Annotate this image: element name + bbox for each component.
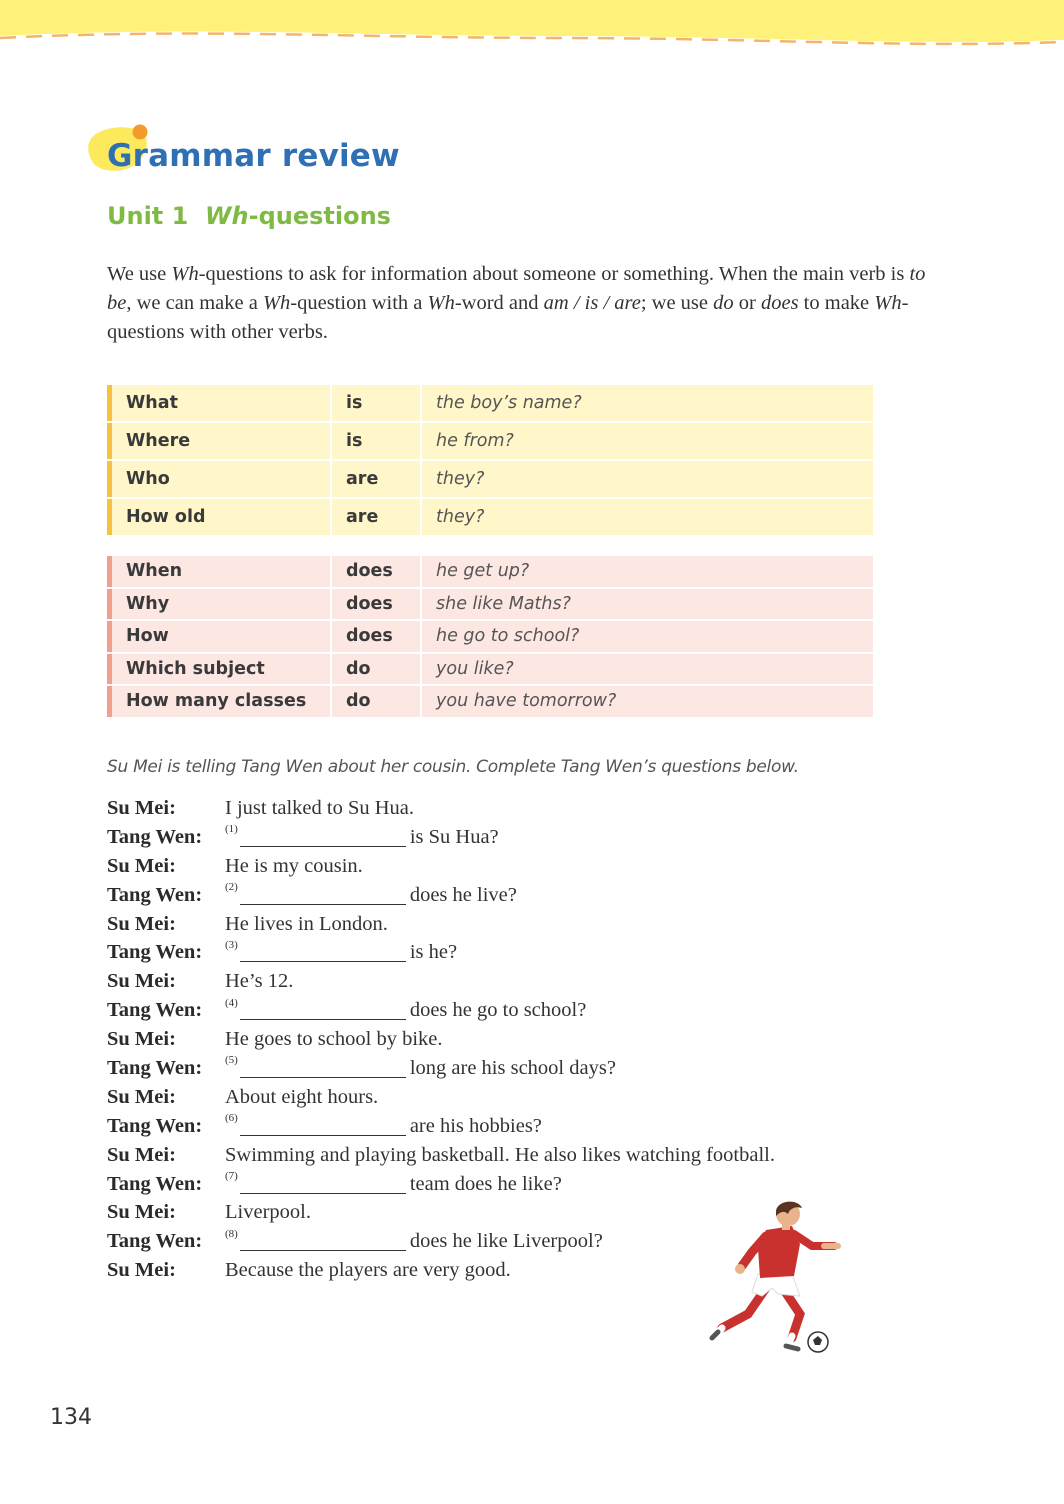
speaker-name: Tang Wen: bbox=[107, 825, 203, 848]
speaker-name: Su Mei: bbox=[107, 1201, 176, 1224]
speaker-name: Su Mei: bbox=[107, 854, 176, 877]
dialogue-line bbox=[107, 967, 827, 996]
answer-blank[interactable] bbox=[240, 1117, 406, 1136]
table-row bbox=[107, 686, 873, 717]
dialogue-line bbox=[107, 881, 827, 910]
answer-blank[interactable] bbox=[240, 828, 406, 847]
question-rest: he go to school? bbox=[420, 621, 873, 652]
verb: does bbox=[330, 589, 420, 620]
top-decorative-band bbox=[0, 0, 1064, 48]
speaker-name: Tang Wen: bbox=[107, 999, 203, 1022]
speaker-name: Su Mei: bbox=[107, 1028, 176, 1051]
dialogue-line bbox=[107, 823, 827, 852]
dialogue-text: He is my cousin. bbox=[225, 854, 363, 877]
speaker-name: Su Mei: bbox=[107, 1259, 176, 1282]
dialogue-line bbox=[107, 852, 827, 881]
dialogue-text: Swimming and playing basketball. He also likes watching football. bbox=[225, 1143, 775, 1166]
answer-blank[interactable] bbox=[240, 1232, 406, 1251]
speaker-name: Su Mei: bbox=[107, 1143, 176, 1166]
question-number: (5) bbox=[225, 1054, 238, 1067]
unit-wh: Wh bbox=[205, 202, 249, 230]
question-number: (2) bbox=[225, 881, 238, 894]
verb: is bbox=[330, 423, 420, 459]
question-rest: the boy’s name? bbox=[420, 385, 873, 421]
dialogue-text: Because the players are very good. bbox=[225, 1259, 511, 1282]
speaker-name: Tang Wen: bbox=[107, 1172, 203, 1195]
grammar-table-be bbox=[107, 383, 873, 537]
page-number: 134 bbox=[50, 1405, 92, 1430]
dialogue-line bbox=[107, 1083, 827, 1112]
wh-word: Who bbox=[107, 461, 330, 497]
dialogue-text: Liverpool. bbox=[225, 1201, 311, 1224]
speaker-name: Tang Wen: bbox=[107, 1230, 203, 1253]
question-number: (6) bbox=[225, 1112, 238, 1125]
dialogue-text: does he live? bbox=[409, 883, 517, 906]
wh-word: How bbox=[107, 621, 330, 652]
dialogue-text: He’s 12. bbox=[225, 970, 294, 993]
speaker-name: Tang Wen: bbox=[107, 941, 203, 964]
wh-word: When bbox=[107, 556, 330, 587]
question-number: (7) bbox=[225, 1170, 238, 1183]
dialogue-text: He lives in London. bbox=[225, 912, 388, 935]
question-rest: you like? bbox=[420, 654, 873, 685]
page-title: Grammar review bbox=[107, 138, 400, 174]
wh-word: Where bbox=[107, 423, 330, 459]
table-row bbox=[107, 461, 873, 497]
answer-blank[interactable] bbox=[240, 886, 406, 905]
question-number: (1) bbox=[225, 823, 238, 836]
dialogue-text: team does he like? bbox=[409, 1172, 562, 1195]
dialogue-line bbox=[107, 1141, 827, 1170]
dialogue-text: long are his school days? bbox=[409, 1056, 616, 1079]
speaker-name: Su Mei: bbox=[107, 970, 176, 993]
question-number: (3) bbox=[225, 938, 238, 951]
question-rest: they? bbox=[420, 499, 873, 535]
dialogue-line bbox=[107, 910, 827, 939]
question-rest: he get up? bbox=[420, 556, 873, 587]
dialogue-text: He goes to school by bike. bbox=[225, 1028, 443, 1051]
table-row bbox=[107, 423, 873, 459]
dialogue-line bbox=[107, 1025, 827, 1054]
dialogue-line bbox=[107, 938, 827, 967]
unit-prefix: Unit 1 bbox=[107, 202, 189, 230]
speaker-name: Tang Wen: bbox=[107, 1114, 203, 1137]
question-rest: he from? bbox=[420, 423, 873, 459]
speaker-name: Tang Wen: bbox=[107, 883, 203, 906]
speaker-name: Su Mei: bbox=[107, 912, 176, 935]
question-rest: they? bbox=[420, 461, 873, 497]
verb: do bbox=[330, 686, 420, 717]
table-row bbox=[107, 654, 873, 685]
verb: are bbox=[330, 461, 420, 497]
wh-word: Why bbox=[107, 589, 330, 620]
table-row bbox=[107, 556, 873, 587]
grammar-table-do bbox=[107, 554, 873, 719]
unit-suffix: -questions bbox=[248, 202, 391, 230]
question-number: (8) bbox=[225, 1227, 238, 1240]
answer-blank[interactable] bbox=[240, 1059, 406, 1078]
speaker-name: Su Mei: bbox=[107, 796, 176, 819]
intro-paragraph: We use Wh-questions to ask for information about someone or something. When the main verb is to be, we can make a Wh-question with a Wh-word and am / is / are; we use do or does to make Wh-questions with other verbs. bbox=[107, 263, 926, 343]
unit-heading bbox=[107, 202, 391, 230]
question-number: (4) bbox=[225, 996, 238, 1009]
wh-word: Which subject bbox=[107, 654, 330, 685]
question-rest: she like Maths? bbox=[420, 589, 873, 620]
verb: are bbox=[330, 499, 420, 535]
wh-word: How old bbox=[107, 499, 330, 535]
dialogue-line bbox=[107, 1112, 827, 1141]
table-row bbox=[107, 499, 873, 535]
answer-blank[interactable] bbox=[240, 1001, 406, 1020]
dialogue-text: is Su Hua? bbox=[409, 825, 499, 848]
football-player-illustration bbox=[708, 1196, 848, 1356]
question-rest: you have tomorrow? bbox=[420, 686, 873, 717]
table-row bbox=[107, 621, 873, 652]
dialogue-text: are his hobbies? bbox=[409, 1114, 542, 1137]
dialogue-text: I just talked to Su Hua. bbox=[225, 796, 415, 819]
exercise-instruction: Su Mei is telling Tang Wen about her cousin. Complete Tang Wen’s questions below. bbox=[107, 757, 799, 777]
title-block bbox=[90, 122, 400, 174]
answer-blank[interactable] bbox=[240, 1175, 406, 1194]
dialogue-line bbox=[107, 1054, 827, 1083]
dialogue-text: does he like Liverpool? bbox=[409, 1230, 603, 1253]
dialogue-line bbox=[107, 1170, 827, 1199]
wh-word: How many classes bbox=[107, 686, 330, 717]
table-row bbox=[107, 385, 873, 421]
answer-blank[interactable] bbox=[240, 943, 406, 962]
verb: is bbox=[330, 385, 420, 421]
speaker-name: Su Mei: bbox=[107, 1085, 176, 1108]
dialogue-line bbox=[107, 996, 827, 1025]
speaker-name: Tang Wen: bbox=[107, 1056, 203, 1079]
dialogue-line bbox=[107, 794, 827, 823]
dialogue-text: About eight hours. bbox=[225, 1085, 379, 1108]
dialogue-text: does he go to school? bbox=[409, 999, 587, 1022]
verb: do bbox=[330, 654, 420, 685]
wh-word: What bbox=[107, 385, 330, 421]
verb: does bbox=[330, 621, 420, 652]
verb: does bbox=[330, 556, 420, 587]
dialogue-text: is he? bbox=[409, 941, 458, 964]
table-row bbox=[107, 589, 873, 620]
